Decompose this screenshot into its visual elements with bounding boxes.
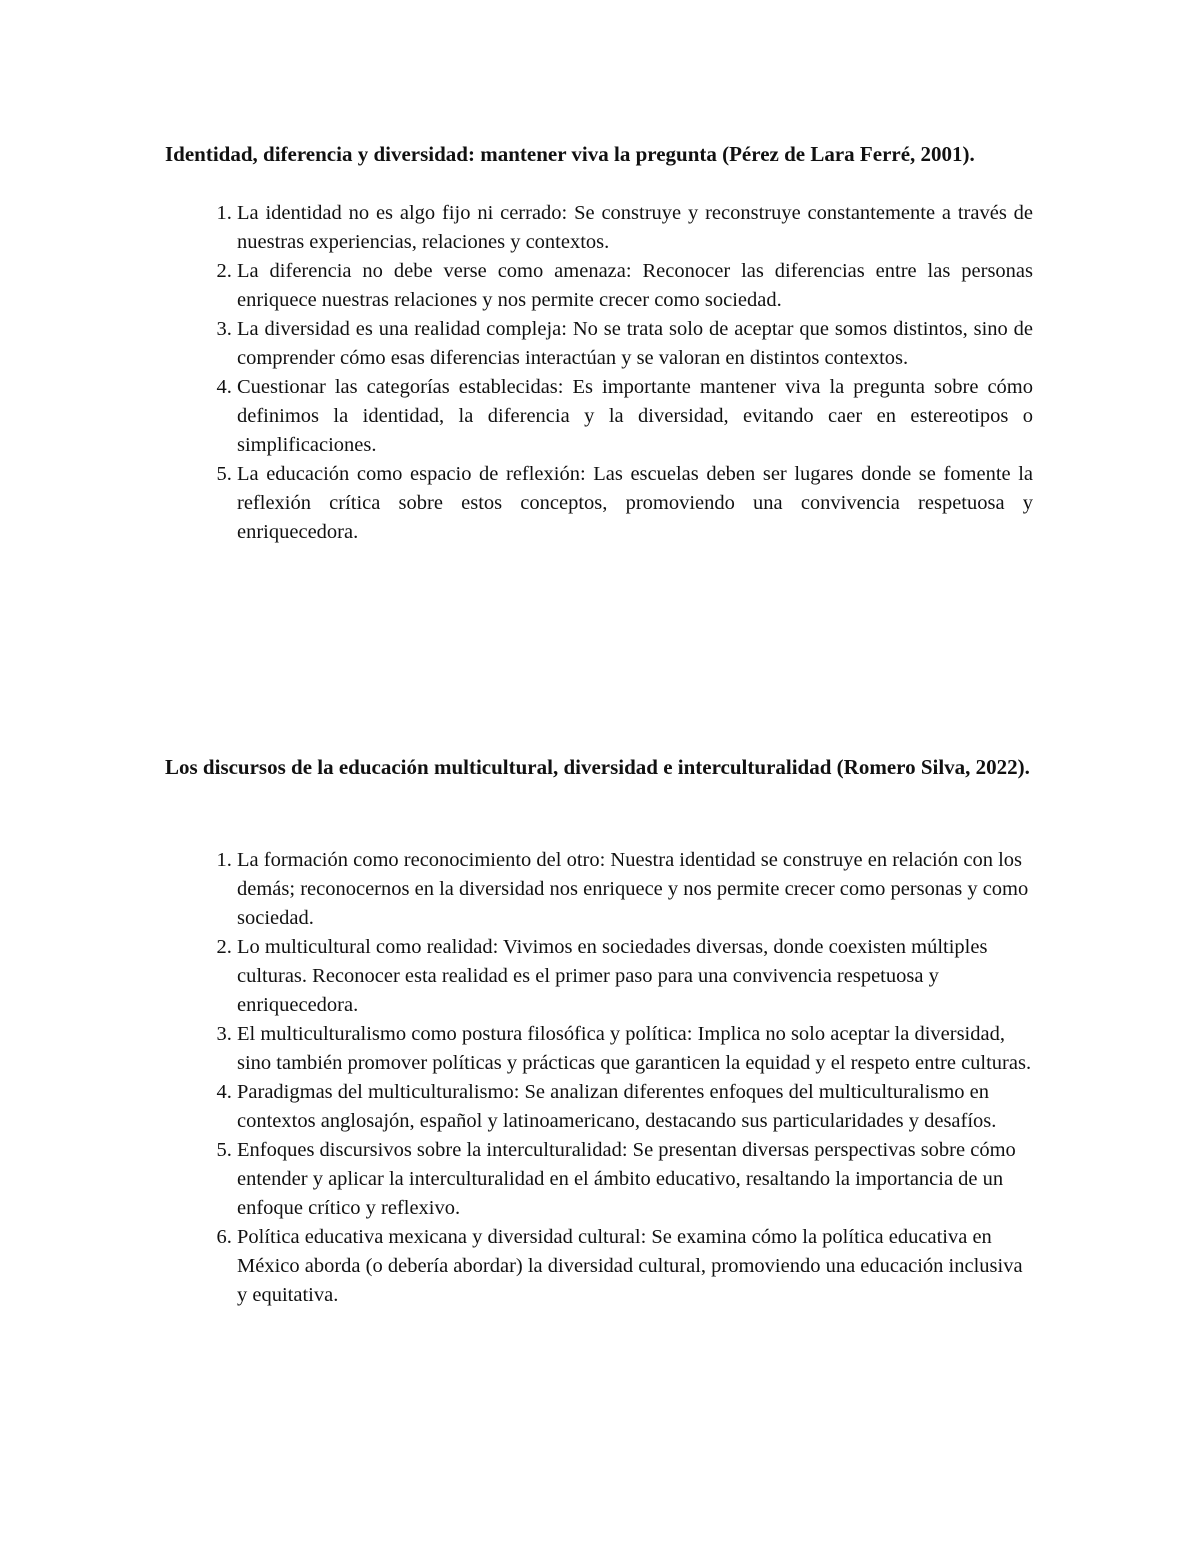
list-item: 4. Cuestionar las categorías establecidas: Es importante mantener viva la pregunta sobre cómo definimos la identidad, la diferencia y la diversidad, evitando caer en estereotipos o simplificaciones. [237,373,1033,460]
section-heading: Los discursos de la educación multicultural, diversidad e interculturalidad (Romero Silva, 2022). [165,755,1030,779]
numbered-list [165,846,1033,1310]
list-item: 1. La identidad no es algo fijo ni cerrado: Se construye y reconstruye constantemente a través de nuestras experiencias, relaciones y contextos. [237,199,1033,257]
section-heading: Identidad, diferencia y diversidad: mantener viva la pregunta (Pérez de Lara Ferré, 2001). [165,142,975,166]
list-item: 4. Paradigmas del multiculturalismo: Se analizan diferentes enfoques del multiculturalismo en contextos anglosajón, español y latinoamericano, destacando sus particularidades y desafíos. [237,1078,1033,1136]
numbered-list [165,199,1033,547]
list-item: 5. Enfoques discursivos sobre la interculturalidad: Se presentan diversas perspectivas sobre cómo entender y aplicar la interculturalidad en el ámbito educativo, resaltando la importancia de un enfoque crítico y reflexivo. [237,1136,1033,1223]
list-item: 3. El multiculturalismo como postura filosófica y política: Implica no solo aceptar la diversidad, sino también promover políticas y prácticas que garanticen la equidad y el respeto entre culturas. [237,1020,1033,1078]
section-identidad [165,139,1033,547]
list-item: 6. Política educativa mexicana y diversidad cultural: Se examina cómo la política educativa en México aborda (o debería abordar) la diversidad cultural, promoviendo una educación inclusiva y equitativa. [237,1223,1033,1310]
list-item: 1. La formación como reconocimiento del otro: Nuestra identidad se construye en relación con los demás; reconocernos en la diversidad nos enriquece y nos permite crecer como personas y como sociedad. [237,846,1033,933]
list-item: 2. Lo multicultural como realidad: Vivimos en sociedades diversas, donde coexisten múltiples culturas. Reconocer esta realidad es el primer paso para una convivencia respetuosa y enriquecedora. [237,933,1033,1020]
list-item: 3. La diversidad es una realidad compleja: No se trata solo de aceptar que somos distintos, sino de comprender cómo esas diferencias interactúan y se valoran en distintos contextos. [237,315,1033,373]
list-item: 5. La educación como espacio de reflexión: Las escuelas deben ser lugares donde se fomente la reflexión crítica sobre estos conceptos, promoviendo una convivencia respetuosa y enriquecedora. [237,460,1033,547]
list-item: 2. La diferencia no debe verse como amenaza: Reconocer las diferencias entre las personas enriquece nuestras relaciones y nos permite crecer como sociedad. [237,257,1033,315]
section-discursos [165,752,1033,1310]
